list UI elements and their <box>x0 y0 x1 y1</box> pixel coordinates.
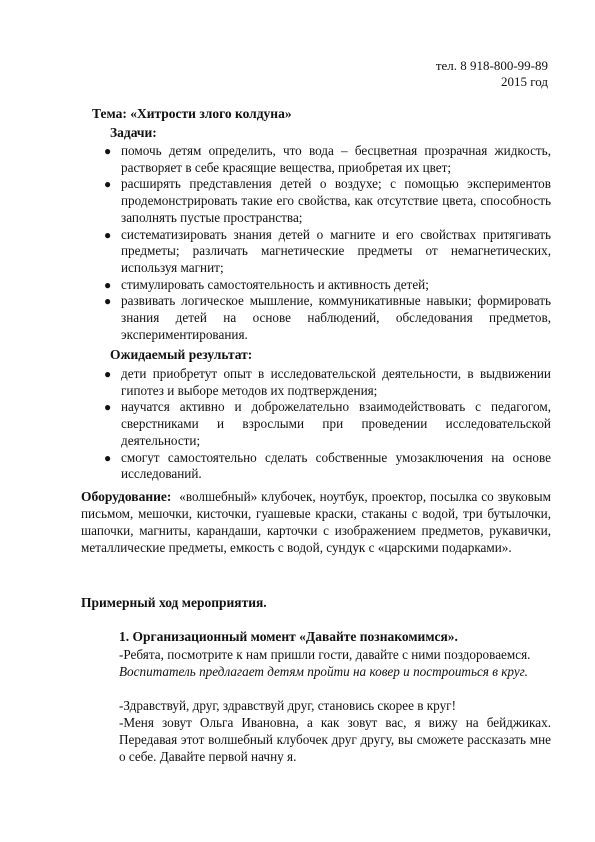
phone-number: тел. 8 918-800-99-89 <box>435 58 548 73</box>
result-heading: Ожидаемый результат: <box>110 347 253 362</box>
course-heading: Примерный ход мероприятия. <box>81 595 267 610</box>
tasks-heading: Задачи: <box>110 125 157 140</box>
paragraph: -Меня зовут Ольга Ивановна, а как зовут вас, я вижу на бейджиках. Передавая этот волшебный клубочек друг другу, вы сможете рассказать мне о себе. Давайте первой начну я. <box>119 715 551 764</box>
bullet-icon: ● <box>104 367 112 381</box>
equipment-label: Оборудование: <box>81 489 172 504</box>
equipment-paragraph <box>81 488 551 556</box>
bullet-icon: ● <box>104 177 112 192</box>
paragraph-italic: Воспитатель предлагает детям пройти на ковер и построиться в круг. <box>119 664 528 679</box>
bullet-icon: ● <box>104 144 112 158</box>
equipment-text: «волшебный» клубочек, ноутбук, проектор, посылка со звуковым письмом, мешочки, кисточки, гуашевые краски, стаканы с водой, три бутылочки, шапочки, магниты, карандаши, карточки с изображением предметов, рукавички, металлические предметы, емкость с водой, сундук с «царскими подарками». <box>81 489 552 555</box>
bullet-icon: ● <box>104 400 112 415</box>
topic-title: Тема: «Хитрости злого колдуна» <box>92 106 292 121</box>
list-item: ● развивать логическое мышление, коммуникативные навыки; формировать знания детей на основе наблюдений, обследования предметов, экспериментирования. <box>104 293 551 342</box>
list-item: ● систематизировать знания детей о магните и его свойствах притягивать предметы; различать магнетические предметы от немагнетических, используя магнит; <box>104 226 551 275</box>
year: 2015 год <box>501 74 548 89</box>
paragraph: -Здравствуй, друг, здравствуй друг, становись скорее в круг! <box>119 698 456 713</box>
bullet-icon: ● <box>104 450 112 465</box>
list-item: ● дети приобретут опыт в исследовательской деятельности, в выдвижении гипотез и выборе методов их подтверждения; <box>104 366 551 398</box>
bullet-icon: ● <box>104 294 112 309</box>
bullet-icon: ● <box>104 277 112 292</box>
list-item: ● стимулировать самостоятельность и активность детей; <box>104 276 429 292</box>
result-list <box>100 366 551 483</box>
contact-block <box>436 58 548 90</box>
list-item: ● смогут самостоятельно сделать собственные умозаключения на основе исследований. <box>104 449 551 482</box>
paragraph: -Ребята, посмотрите к нам пришли гости, давайте с ними поздороваемся. <box>119 647 531 662</box>
list-item: ● помочь детям определить, что вода – бесцветная прозрачная жидкость, растворяет в себе красящие вещества, приобретая их цвет; <box>104 143 551 175</box>
list-item: ● расширять представления детей о воздухе; с помощью экспериментов продемонстрировать такие его свойства, как отсутствие цвета, способность заполнять пустые пространства; <box>104 176 551 225</box>
tasks-list <box>100 143 551 343</box>
list-item: ● научатся активно и доброжелательно взаимодействовать с педагогом, сверстниками и взрослыми при проведении исследовательской деятельности; <box>104 399 551 448</box>
bullet-icon: ● <box>104 227 112 242</box>
section-title: 1. Организационный момент «Давайте познакомимся». <box>119 629 458 644</box>
